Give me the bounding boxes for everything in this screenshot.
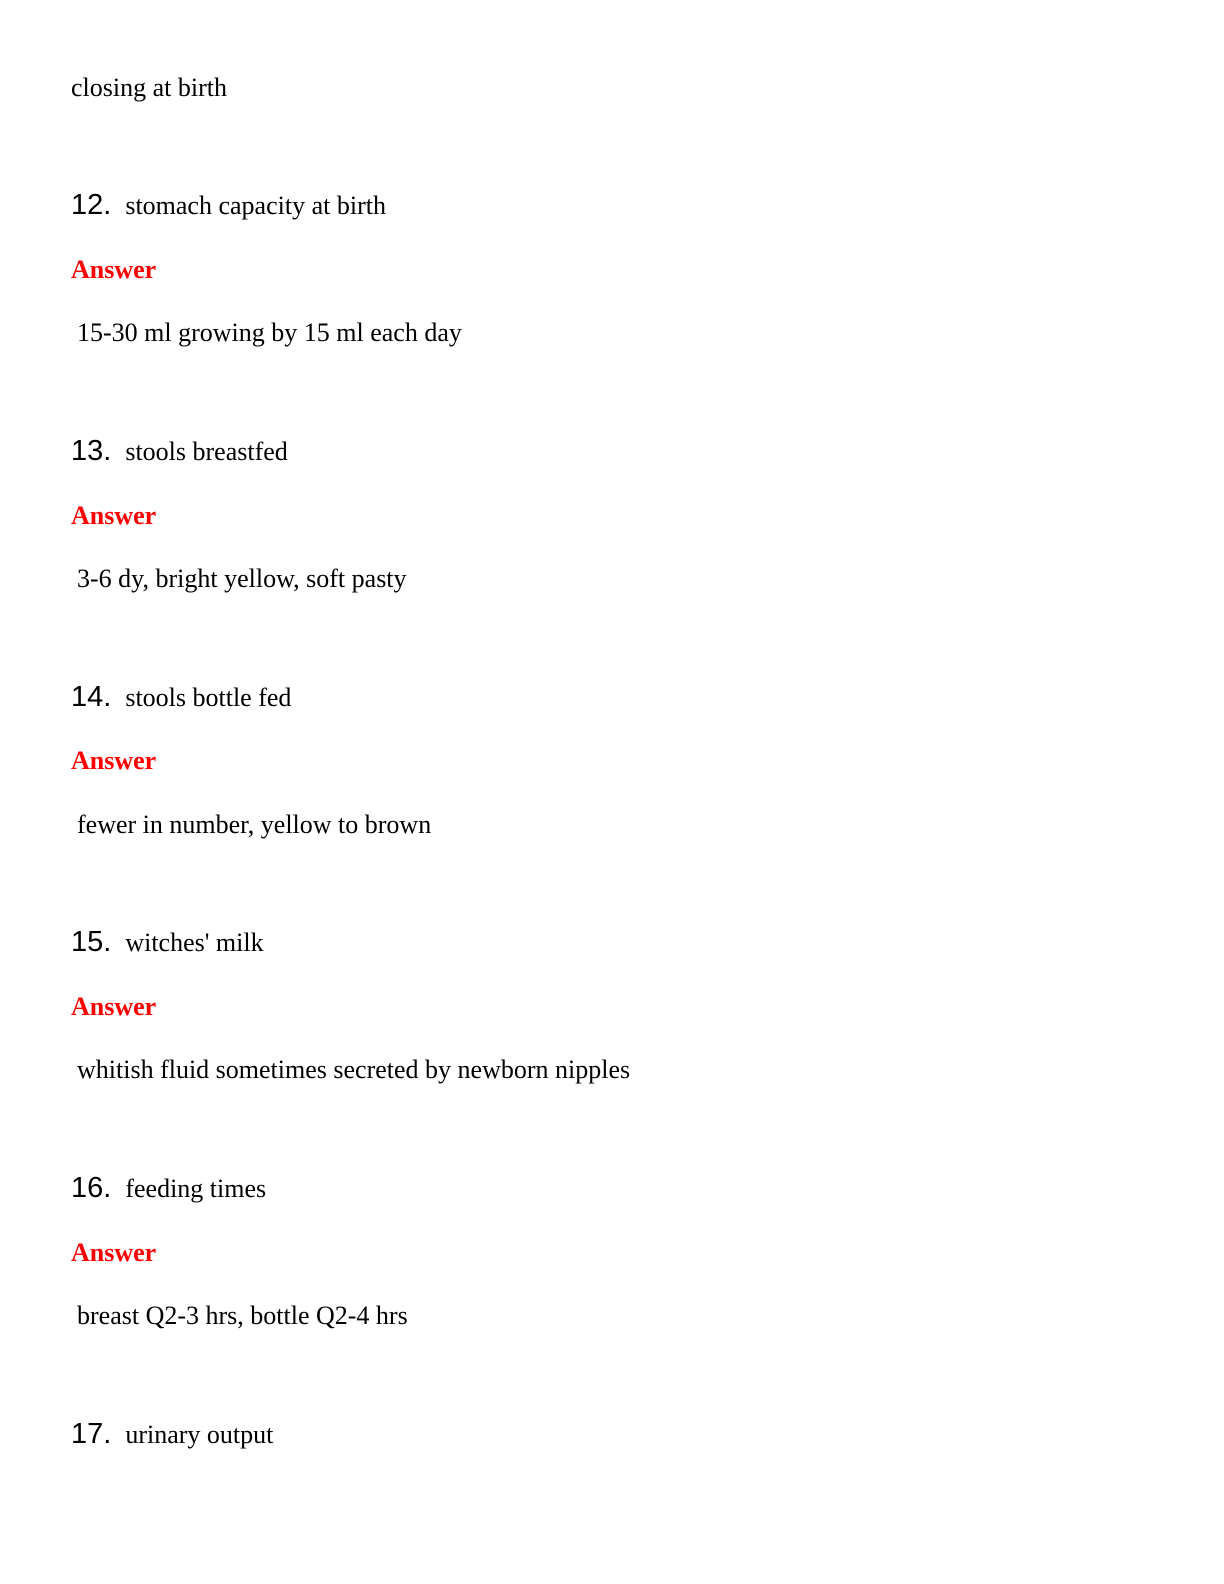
answer-label: Answer xyxy=(71,255,157,284)
answer-label: Answer xyxy=(71,501,157,530)
question-number: 15. xyxy=(71,926,112,958)
answer-text: whitish fluid sometimes secreted by newborn nipples xyxy=(77,1055,631,1084)
question-prompt: stools breastfed xyxy=(125,437,288,466)
answer-text: fewer in number, yellow to brown xyxy=(77,810,432,839)
answer-text: 15-30 ml growing by 15 ml each day xyxy=(77,318,462,347)
continued-answer-text: closing at birth xyxy=(71,73,227,102)
answer-label: Answer xyxy=(71,992,157,1021)
question-13 xyxy=(71,435,288,468)
answer-text: breast Q2-3 hrs, bottle Q2-4 hrs xyxy=(77,1301,408,1330)
question-12 xyxy=(71,189,386,222)
question-prompt: stomach capacity at birth xyxy=(125,191,386,220)
question-number: 17. xyxy=(71,1418,112,1450)
question-17 xyxy=(71,1418,273,1451)
question-prompt: urinary output xyxy=(125,1420,274,1449)
question-15 xyxy=(71,926,264,959)
question-prompt: stools bottle fed xyxy=(125,683,292,712)
answer-label: Answer xyxy=(71,1238,157,1267)
question-14 xyxy=(71,681,291,714)
question-prompt: witches' milk xyxy=(125,928,264,957)
question-prompt: feeding times xyxy=(125,1174,267,1203)
question-number: 12. xyxy=(71,189,112,221)
question-number: 13. xyxy=(71,435,112,467)
answer-label: Answer xyxy=(71,746,157,775)
question-number: 16. xyxy=(71,1172,112,1204)
question-number: 14. xyxy=(71,681,112,713)
question-16 xyxy=(71,1172,266,1205)
answer-text: 3-6 dy, bright yellow, soft pasty xyxy=(77,564,407,593)
